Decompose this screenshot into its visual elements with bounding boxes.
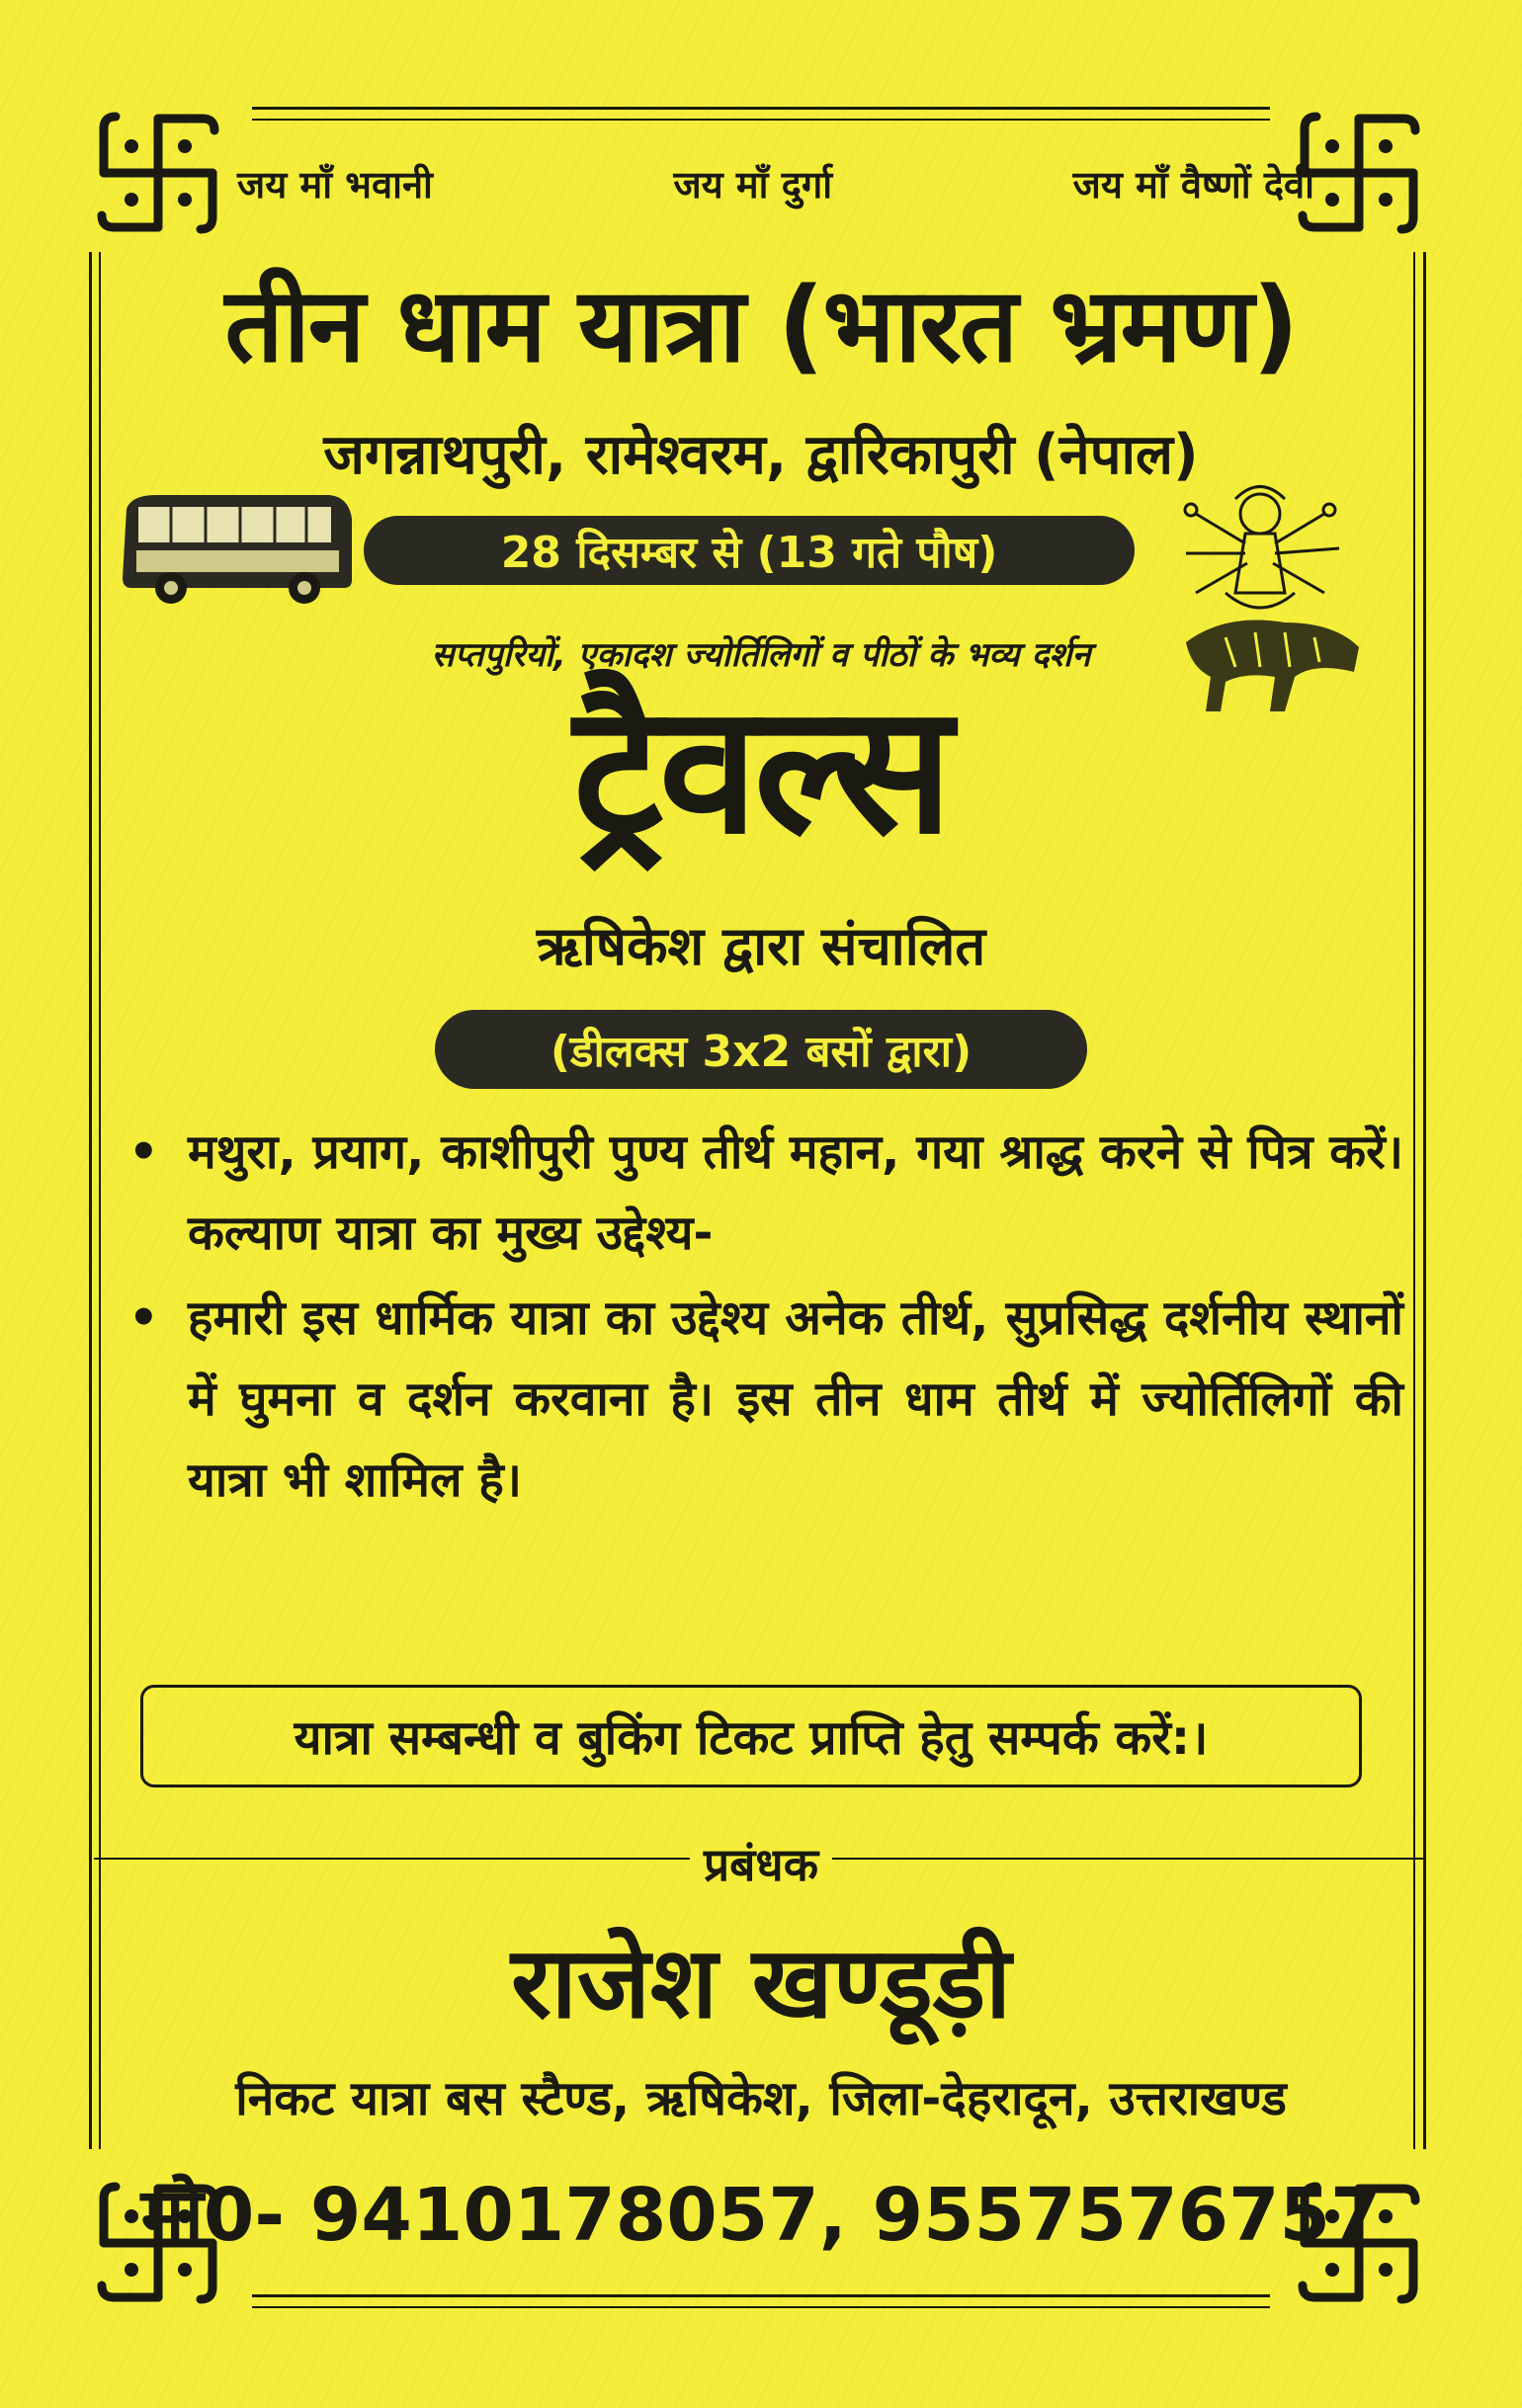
phone-numbers: मो0- 9410178057, 9557576757	[140, 2173, 1382, 2258]
deity-greeting-3: जय माँ वैष्णों देवी	[1072, 163, 1314, 207]
deity-greetings	[237, 158, 1314, 209]
bus-icon	[117, 489, 359, 608]
goddess-durga-icon	[1166, 474, 1374, 716]
contact-box: यात्रा सम्बन्धी व बुकिंग टिकट प्राप्ति हेतु सम्पर्क करें:।	[140, 1685, 1362, 1787]
list-item-text: हमारी इस धार्मिक यात्रा का उद्देश्य अनेक तीर्थ, सुप्रसिद्ध दर्शनीय स्थानों में घुमना व दर्शन करवाना है। इस तीन धाम तीर्थ में ज्योर्तिलिगों की यात्रा भी शामिल है।	[188, 1290, 1403, 1508]
page-title: तीन धाम यात्रा (भारत भ्रमण)	[224, 265, 1298, 385]
bullet-dot-icon: •	[128, 1290, 159, 1346]
manager-label-wrap	[0, 1833, 1522, 1894]
frame-bottom-line	[252, 2294, 1270, 2297]
manager-row	[0, 1833, 1522, 1892]
operated-by: ऋषिकेश द्वारा संचालित	[536, 915, 986, 977]
darshan-tagline: सप्तपुरियों, एकादश ज्योर्तिलिगों व पीठों के भव्य दर्शन	[431, 635, 1091, 675]
swastika-corner-icon	[84, 99, 232, 247]
frame-top-line-inner	[252, 119, 1270, 121]
list-item	[119, 1278, 1403, 1521]
manager-label: प्रबंधक	[690, 1838, 832, 1891]
destinations-subtitle: जगन्नाथपुरी, रामेश्वरम, द्वारिकापुरी (नेपाल)	[323, 423, 1199, 487]
manager-name: राजेश खण्डूड़ी	[510, 1925, 1011, 2040]
description-list	[119, 1112, 1403, 1525]
brand-name: ट्रैवल्स	[573, 667, 949, 873]
list-item-text: मथुरा, प्रयाग, काशीपुरी पुण्य तीर्थ महान, गया श्राद्ध करने से पित्र करें। कल्याण यात्रा का मुख्य उद्देश्य-	[188, 1124, 1403, 1261]
frame-bottom-line-inner	[252, 2306, 1270, 2308]
deluxe-bus-badge: (डीलक्स 3x2 बसों द्वारा)	[435, 1010, 1087, 1089]
list-item	[119, 1112, 1403, 1274]
bullet-dot-icon: •	[128, 1124, 159, 1180]
deity-greeting-2: जय माँ दुर्गा	[673, 163, 833, 207]
deity-greeting-1: जय माँ भवानी	[237, 163, 433, 207]
departure-date-badge: 28 दिसम्बर से (13 गते पौष)	[364, 516, 1135, 585]
address: निकट यात्रा बस स्टैण्ड, ऋषिकेश, जिला-देहरादून, उत्तराखण्ड	[235, 2071, 1287, 2126]
frame-top-line	[252, 107, 1270, 110]
